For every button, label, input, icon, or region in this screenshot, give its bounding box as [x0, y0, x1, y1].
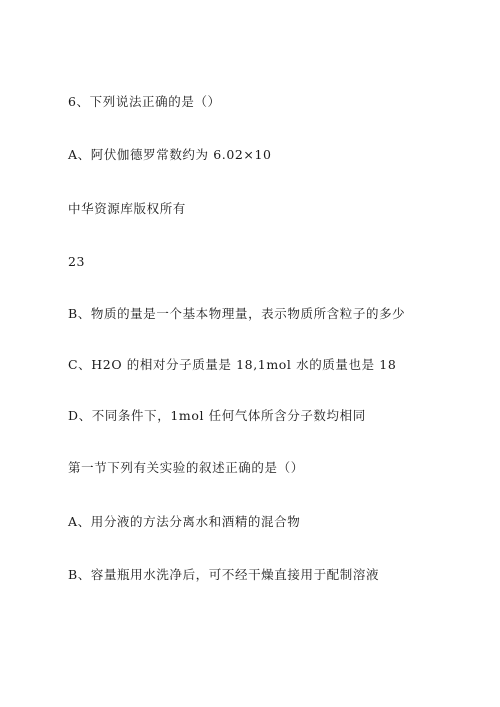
copyright-notice: 中华资源库版权所有 [68, 201, 186, 216]
question-next-stem: 第一节下列有关实验的叙述正确的是（） [68, 460, 304, 475]
option-d-text: D、不同条件下，1mol 任何气体所含分子数均相同 [68, 408, 366, 423]
option-b-text-2: B、容量瓶用水洗净后，可不经干燥直接用于配制溶液 [68, 567, 380, 582]
option-a-text-2: A、用分液的方法分离水和酒精的混合物 [68, 514, 301, 529]
exponent-text: 23 [68, 254, 86, 269]
question-6-stem: 6、下列说法正确的是（） [68, 94, 221, 109]
option-a-text: A、阿伏伽德罗常数约为 6.02×10 [68, 147, 272, 162]
option-b-text: B、物质的量是一个基本物理量，表示物质所含粒子的多少 [68, 306, 406, 321]
option-c-text: C、H2O 的相对分子质量是 18,1mol 水的质量也是 18 [68, 357, 397, 372]
